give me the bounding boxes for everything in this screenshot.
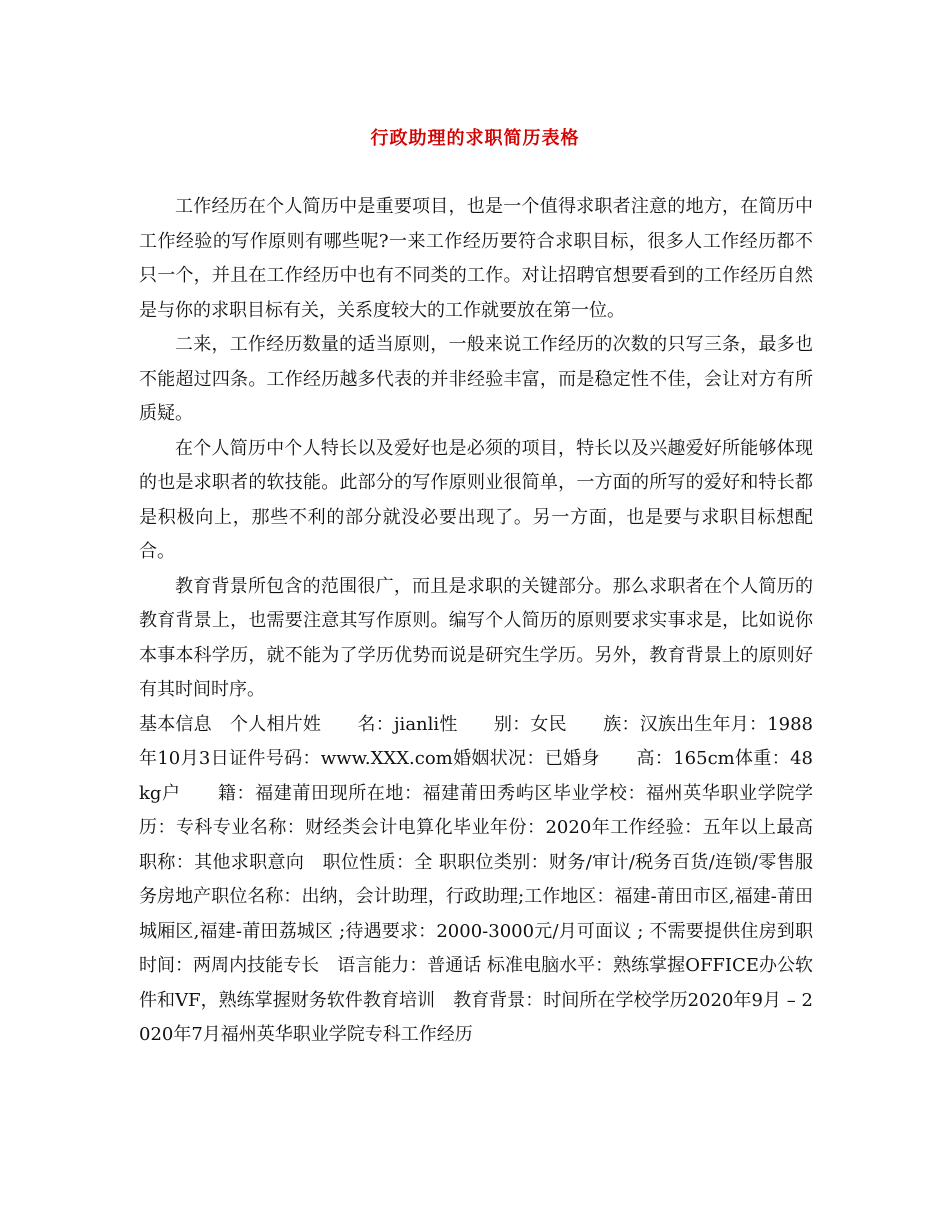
document-title: 行政助理的求职简历表格 (370, 128, 580, 149)
paragraph-skills-hobbies: 在个人简历中个人特长以及爱好也是必须的项目，特长以及兴趣爱好所能够体现的也是求职者的软技能。此部分的写作原则业很简单，一方面的所写的爱好和特长都是积极向上，那些不利的部分就没必要出现了。另一方面，也是要与求职目标想配合。 (139, 437, 813, 562)
paragraph-work-experience: 工作经历在个人简历中是重要项目，也是一个值得求职者注意的地方，在简历中工作经验的写作原则有哪些呢?一来工作经历要符合求职目标，很多人工作经历都不只一个，并且在工作经历中也有不同类的工作。对让招聘官想要看到的工作经历自然是与你的求职目标有关，关系度较大的工作就要放在第一位。 (139, 196, 813, 321)
paragraph-education: 教育背景所包含的范围很广，而且是求职的关键部分。那么求职者在个人简历的教育背景上，也需要注意其写作原则。编写个人简历的原则要求实事求是，比如说你本事本科学历，就不能为了学历优势而说是研究生学历。另外，教育背景上的原则好有其时间时序。 (139, 575, 813, 700)
resume-basic-info: 基本信息 个人相片姓 名：jianli性 别：女民 族：汉族出生年月：1988年10月3日证件号码：www.XXX.com婚姻状况：已婚身 高：165cm体重：48kg户 籍：福建莆田现所在地：福建莆田秀屿区毕业学校：福州英华职业学院学 历：专科专业名称：财经类会计电算化毕业年份：2020年工作经验：五年以上最高职称：其他求职意向 职位性质：全 职职位类别：财务/审计/税务百货/连锁/零售服务房地产职位名称：出纳，会计助理，行政助理;工作地区：福建-莆田市区,福建-莆田城厢区,福建-莆田荔城区 ;待遇要求：2000-3000元/月可面议 ; 不需要提供住房到职时间：两周内技能专长 语言能力：普通话 标准电脑水平：熟练掌握OFFICE办公软件和VF，熟练掌握财务软件教育培训 教育背景：时间所在学校学历2020年9月 – 2020年7月福州英华职业学院专科工作经历 (139, 713, 849, 1045)
paragraph-work-count: 二来，工作经历数量的适当原则，一般来说工作经历的次数的只写三条，最多也不能超过四条。工作经历越多代表的并非经验丰富，而是稳定性不佳，会让对方有所质疑。 (139, 334, 813, 424)
document-body (139, 190, 849, 1053)
